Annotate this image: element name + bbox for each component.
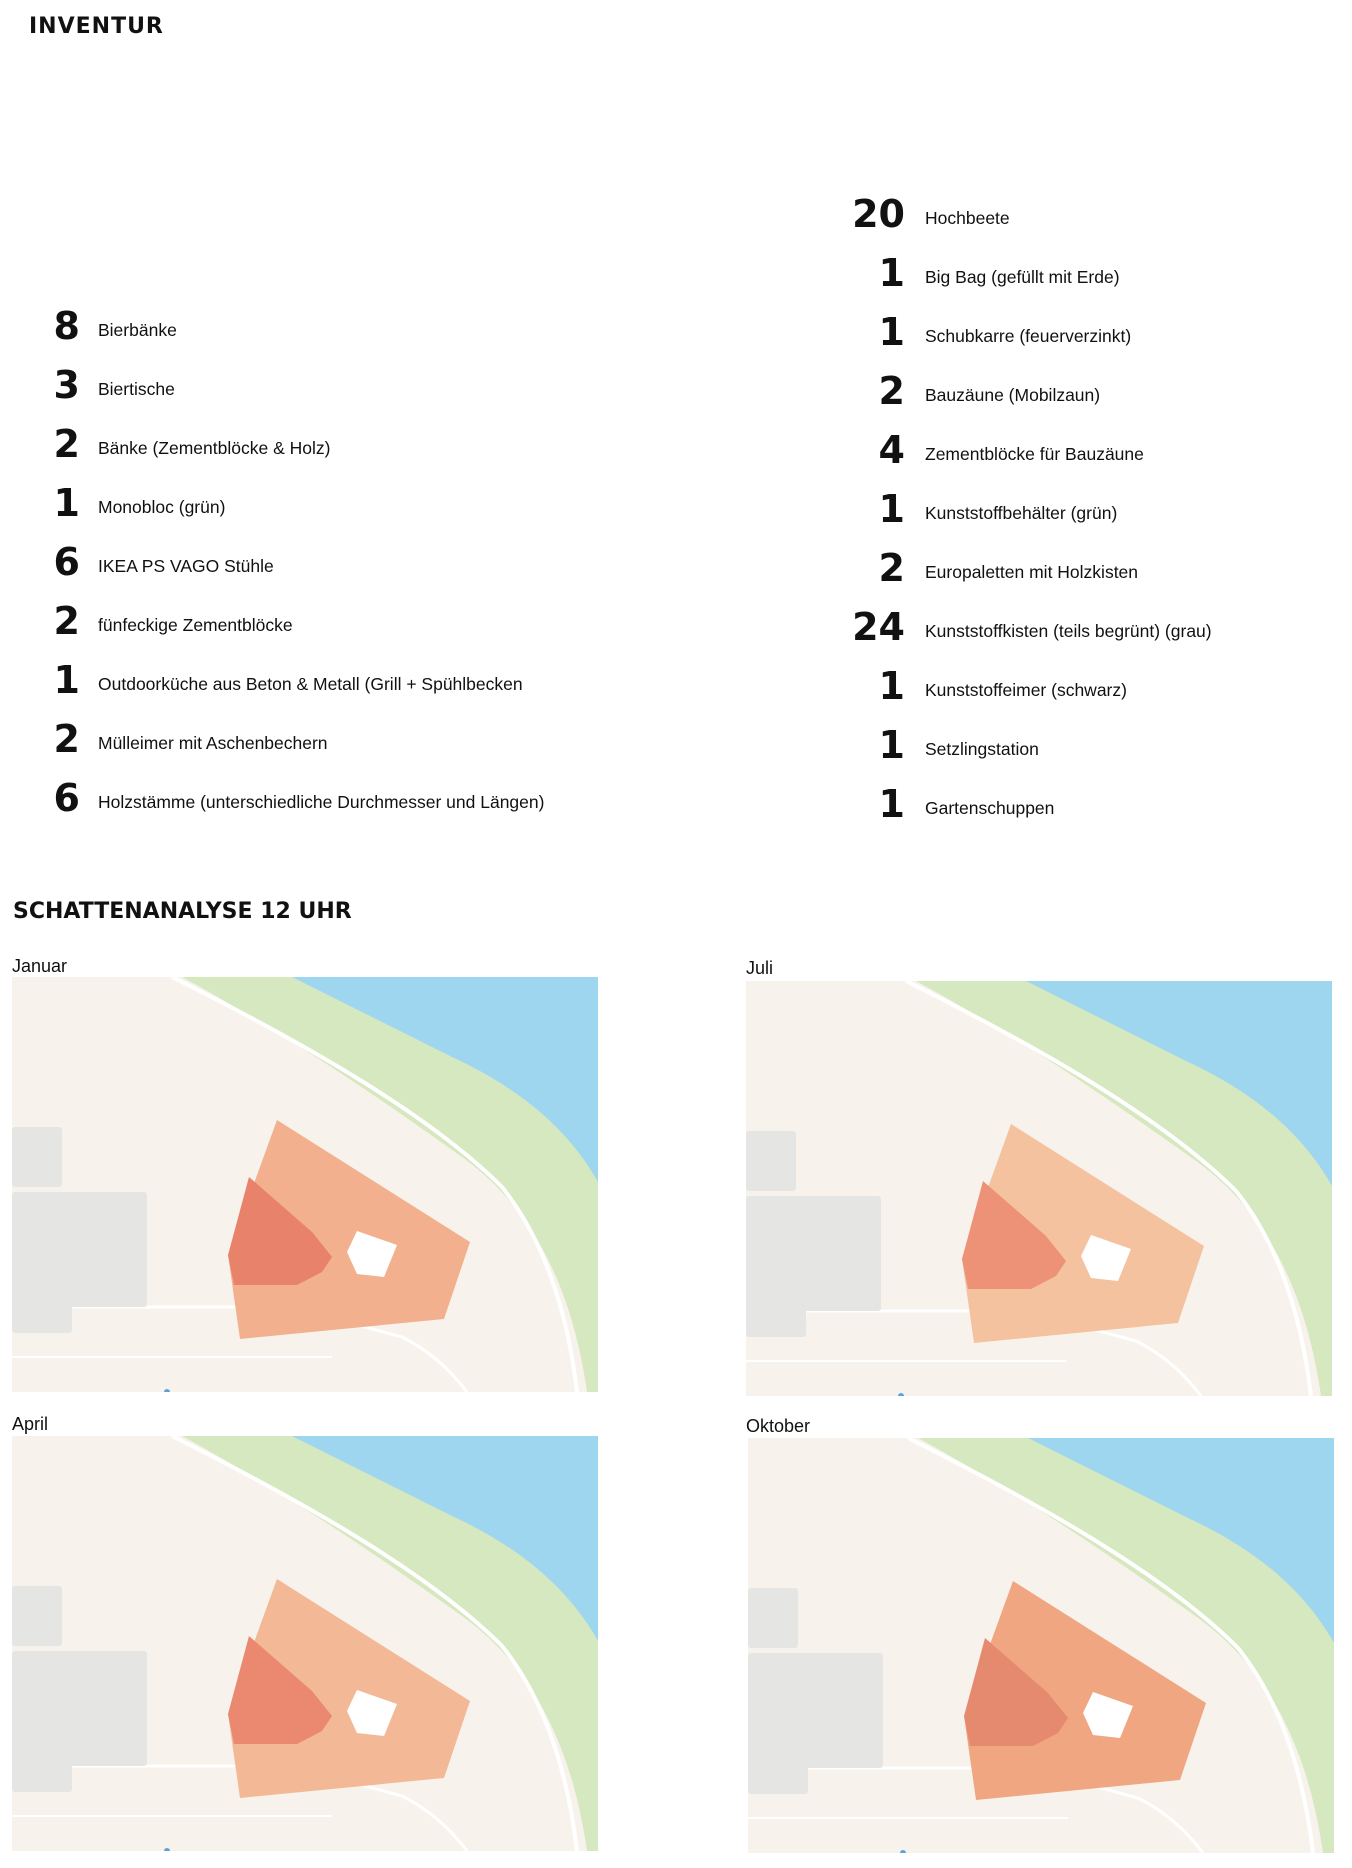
- inventory-label: Monobloc (grün): [98, 497, 226, 517]
- inventory-label: Holzstämme (unterschiedliche Durchmesser und Längen): [98, 792, 545, 812]
- inventory-item: [848, 184, 1212, 243]
- inventory-quantity: 1: [878, 663, 905, 708]
- neighbour-building: [12, 1754, 72, 1792]
- neighbour-building: [746, 1196, 881, 1311]
- inventory-item: [848, 361, 1212, 420]
- inventory-item: [52, 473, 544, 532]
- map-caption-oktober: Oktober: [746, 1416, 811, 1436]
- inventory-quantity: 24: [852, 604, 905, 649]
- neighbour-building: [12, 1127, 62, 1187]
- inventory-quantity: 4: [878, 427, 905, 472]
- shadow-map-januar: [12, 977, 598, 1392]
- inventory-item: [848, 420, 1212, 479]
- inventory-label: Schubkarre (feuerverzinkt): [925, 326, 1132, 346]
- inventory-item: [848, 538, 1212, 597]
- neighbour-building: [12, 1192, 147, 1307]
- map-svg: [12, 977, 598, 1392]
- inventory-list-left: [52, 296, 544, 827]
- inventory-label: Outdoorküche aus Beton & Metall (Grill + Spühlbecken: [98, 674, 523, 694]
- inventory-quantity: 1: [53, 480, 80, 525]
- inventory-label: Setzlingstation: [925, 739, 1039, 759]
- neighbour-building: [746, 1299, 806, 1337]
- neighbour-building: [746, 1131, 796, 1191]
- neighbour-building: [748, 1653, 883, 1768]
- inventory-item: [848, 302, 1212, 361]
- inventory-item: [52, 296, 544, 355]
- inventory-label: Big Bag (gefüllt mit Erde): [925, 267, 1120, 287]
- inventory-item: [848, 479, 1212, 538]
- map-caption-januar: Januar: [12, 956, 68, 976]
- inventory-item: [52, 768, 544, 827]
- inventory-label: Kunststoffkisten (teils begrünt) (grau): [925, 621, 1212, 641]
- inventory-item: [848, 243, 1212, 302]
- inventory-quantity: 3: [53, 362, 80, 407]
- inventory-quantity: 1: [53, 657, 80, 702]
- map-caption-april: April: [12, 1414, 49, 1434]
- map-svg: [746, 981, 1332, 1396]
- inventory-label: Bauzäune (Mobilzaun): [925, 385, 1101, 405]
- inventory-label: fünfeckige Zementblöcke: [98, 615, 293, 635]
- inventory-quantity: 2: [53, 716, 80, 761]
- map-svg: [12, 1436, 598, 1851]
- page-title: INVENTUR: [29, 14, 164, 39]
- inventory-item: [848, 774, 1212, 833]
- inventory-label: Biertische: [98, 379, 175, 399]
- inventory-item: [52, 532, 544, 591]
- section-title-shadow-analysis: SCHATTENANALYSE 12 UHR: [13, 899, 352, 924]
- inventory-item: [52, 709, 544, 768]
- inventory-list-right: [848, 184, 1212, 833]
- neighbour-building: [12, 1651, 147, 1766]
- neighbour-building: [12, 1586, 62, 1646]
- inventory-label: Mülleimer mit Aschenbechern: [98, 733, 328, 753]
- inventory-quantity: 2: [53, 421, 80, 466]
- inventory-item: [52, 355, 544, 414]
- inventory-item: [848, 715, 1212, 774]
- inventory-quantity: 1: [878, 250, 905, 295]
- inventory-label: Kunststoffeimer (schwarz): [925, 680, 1127, 700]
- inventory-label: Bänke (Zementblöcke & Holz): [98, 438, 331, 458]
- map-svg: [748, 1438, 1334, 1853]
- inventory-label: Kunststoffbehälter (grün): [925, 503, 1118, 523]
- shadow-map-juli: [746, 981, 1332, 1396]
- inventory-quantity: 2: [53, 598, 80, 643]
- inventory-quantity: 20: [852, 191, 905, 236]
- inventory-quantity: 1: [878, 309, 905, 354]
- inventory-quantity: 1: [878, 722, 905, 767]
- inventory-quantity: 6: [53, 775, 80, 820]
- inventory-quantity: 1: [878, 781, 905, 826]
- neighbour-building: [748, 1756, 808, 1794]
- inventory-quantity: 8: [53, 303, 80, 348]
- inventory-item: [52, 591, 544, 650]
- inventory-item: [52, 650, 544, 709]
- inventory-label: Europaletten mit Holzkisten: [925, 562, 1139, 582]
- inventory-item: [848, 656, 1212, 715]
- inventory-quantity: 2: [878, 545, 905, 590]
- shadow-map-april: [12, 1436, 598, 1851]
- inventory-label: Zementblöcke für Bauzäune: [925, 444, 1144, 464]
- map-caption-juli: Juli: [746, 958, 774, 978]
- inventory-quantity: 2: [878, 368, 905, 413]
- neighbour-building: [12, 1295, 72, 1333]
- inventory-item: [848, 597, 1212, 656]
- inventory-quantity: 1: [878, 486, 905, 531]
- inventory-label: Bierbänke: [98, 320, 177, 340]
- neighbour-building: [748, 1588, 798, 1648]
- shadow-map-oktober: [748, 1438, 1334, 1853]
- inventory-label: IKEA PS VAGO Stühle: [98, 556, 274, 576]
- inventory-quantity: 6: [53, 539, 80, 584]
- inventory-label: Gartenschuppen: [925, 798, 1055, 818]
- inventory-label: Hochbeete: [925, 208, 1010, 228]
- inventory-item: [52, 414, 544, 473]
